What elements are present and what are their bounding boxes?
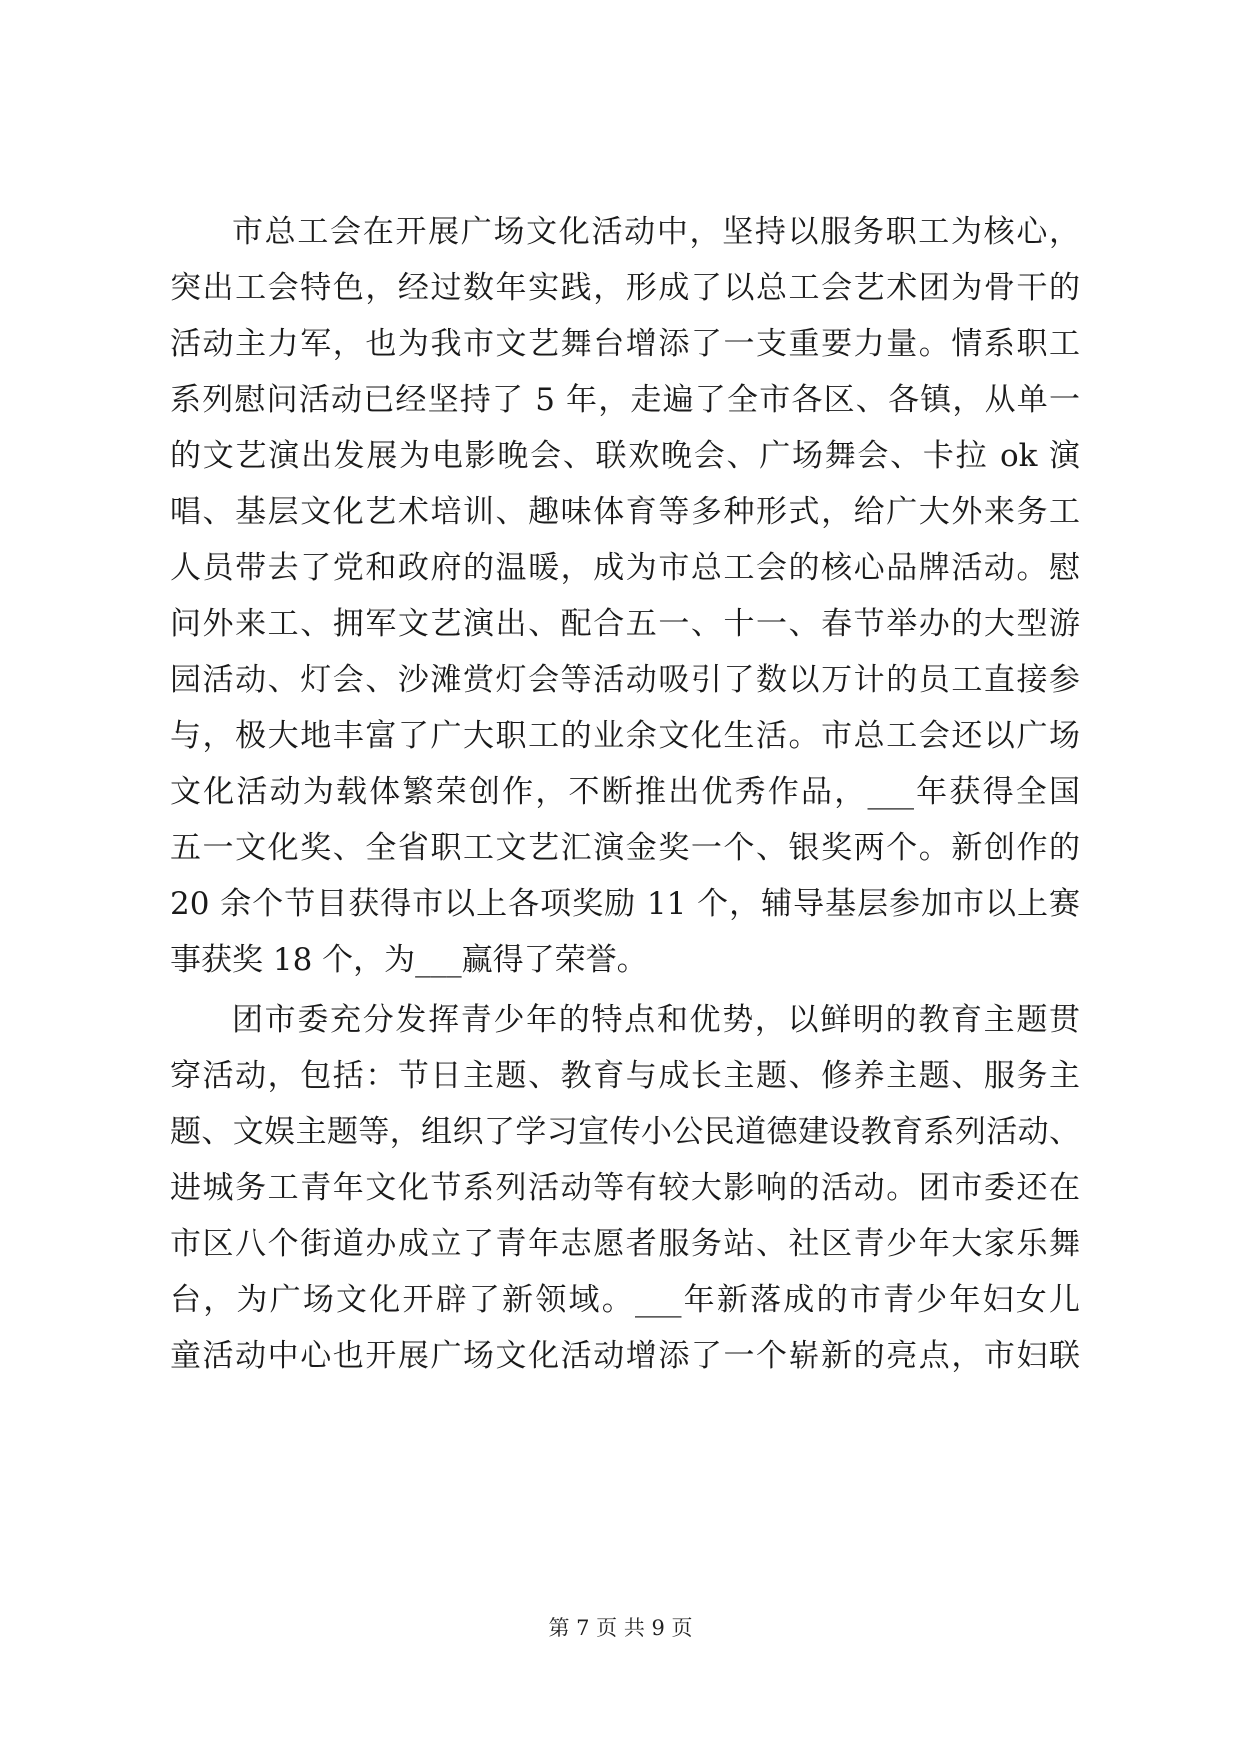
text-line: 人员带去了党和政府的温暖，成为市总工会的核心品牌活动。慰 [170, 550, 1080, 586]
text-line: 台，为广场文化开辟了新领域。___年新落成的市青少年妇女儿 [170, 1282, 1080, 1318]
text-line: 市总工会在开展广场文化活动中，坚持以服务职工为核心， [232, 214, 1080, 250]
text-line: 活动主力军，也为我市文艺舞台增添了一支重要力量。情系职工 [170, 326, 1080, 362]
text-line: 题、文娱主题等，组织了学习宣传小公民道德建设教育系列活动、 [170, 1114, 1080, 1150]
text-line: 市区八个街道办成立了青年志愿者服务站、社区青少年大家乐舞 [170, 1226, 1080, 1262]
text-line: 的文艺演出发展为电影晚会、联欢晚会、广场舞会、卡拉 ok 演 [170, 438, 1080, 474]
text-line: 系列慰问活动已经坚持了 5 年，走遍了全市各区、各镇，从单一 [170, 382, 1080, 418]
text-line: 进城务工青年文化节系列活动等有较大影响的活动。团市委还在 [170, 1170, 1080, 1206]
text-line: 五一文化奖、全省职工文艺汇演金奖一个、银奖两个。新创作的 [170, 830, 1080, 866]
text-line: 童活动中心也开展广场文化活动增添了一个崭新的亮点，市妇联 [170, 1338, 1080, 1374]
text-line: 20 余个节目获得市以上各项奖励 11 个，辅导基层参加市以上赛 [170, 886, 1080, 922]
text-line: 唱、基层文化艺术培训、趣味体育等多种形式，给广大外来务工 [170, 494, 1080, 530]
text-line: 问外来工、拥军文艺演出、配合五一、十一、春节举办的大型游 [170, 606, 1080, 642]
page-number-footer: 第 7 页 共 9 页 [548, 1616, 693, 1640]
text-line: 与，极大地丰富了广大职工的业余文化生活。市总工会还以广场 [170, 718, 1080, 754]
text-line: 事获奖 18 个，为___赢得了荣誉。 [170, 942, 648, 978]
text-line: 园活动、灯会、沙滩赏灯会等活动吸引了数以万计的员工直接参 [170, 662, 1080, 698]
text-line: 团市委充分发挥青少年的特点和优势，以鲜明的教育主题贯 [232, 1002, 1080, 1038]
text-line: 突出工会特色，经过数年实践，形成了以总工会艺术团为骨干的 [170, 270, 1080, 306]
text-line: 穿活动，包括：节日主题、教育与成长主题、修养主题、服务主 [170, 1058, 1080, 1094]
text-line: 文化活动为载体繁荣创作，不断推出优秀作品，___年获得全国 [170, 774, 1080, 810]
